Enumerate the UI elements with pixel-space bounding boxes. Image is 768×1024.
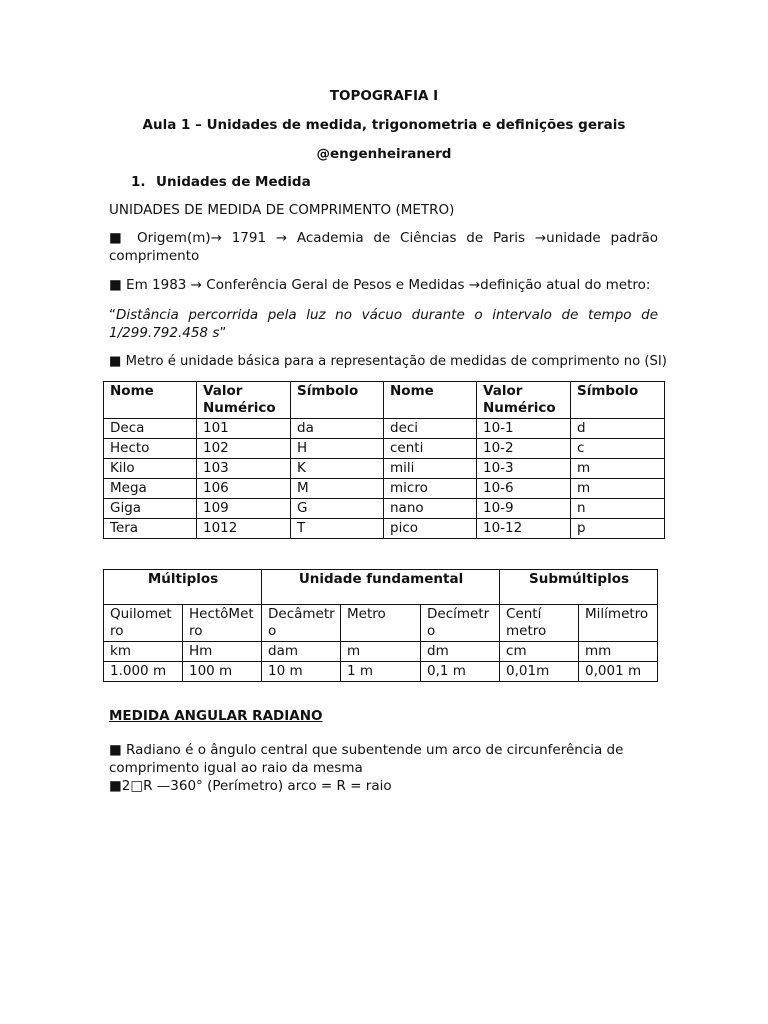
paragraph-1983: ■ Em 1983 → Conferência Geral de Pesos e Medidas →definição atual do metro: xyxy=(109,277,651,293)
table-cell: deci xyxy=(384,419,477,439)
table-cell: 0,1 m xyxy=(421,662,500,682)
table-cell: micro xyxy=(384,479,477,499)
section-title: Unidades de Medida xyxy=(156,174,311,190)
subheading-comprimento: UNIDADES DE MEDIDA DE COMPRIMENTO (METRO) xyxy=(109,202,455,218)
header-valor: Valor Numérico xyxy=(477,382,571,419)
paragraph-origem: ■ Origem(m)→ 1791 → Academia de Ciências de Paris →unidade padrão comprimento xyxy=(109,230,658,264)
table-cell: T xyxy=(291,519,384,539)
units-table xyxy=(103,569,658,682)
table-cell: Decâmetro xyxy=(262,605,341,642)
table-cell: m xyxy=(571,479,665,499)
table-cell: Metro xyxy=(341,605,421,642)
paragraph-metro-si: ■ Metro é unidade básica para a representação de medidas de comprimento no (SI) xyxy=(109,354,667,369)
table-row xyxy=(104,419,665,439)
quote-text: Distância percorrida pela luz no vácuo durante o intervalo de tempo de 1/299.792.458 s xyxy=(109,307,658,341)
table-cell: Deca xyxy=(104,419,197,439)
prefix-table xyxy=(103,381,665,539)
table-cell: 0,001 m xyxy=(579,662,658,682)
quote-open: “ xyxy=(109,307,116,323)
header-simbolo: Símbolo xyxy=(571,382,665,419)
doc-title: TOPOGRAFIA I xyxy=(329,88,439,104)
table-cell: 1012 xyxy=(197,519,291,539)
group-submultiplos: Submúltiplos xyxy=(500,570,658,605)
table-cell: 10-1 xyxy=(477,419,571,439)
table-cell: Giga xyxy=(104,499,197,519)
table-cell: 100 m xyxy=(183,662,262,682)
table-cell: Centí metro xyxy=(500,605,579,642)
table-cell: cm xyxy=(500,642,579,662)
header-nome: Nome xyxy=(104,382,197,419)
table-row xyxy=(104,662,658,682)
table-cell: M xyxy=(291,479,384,499)
table-cell: HectôMetro xyxy=(183,605,262,642)
table-cell: 1.000 m xyxy=(104,662,183,682)
table-cell: Mega xyxy=(104,479,197,499)
table-row xyxy=(104,605,658,642)
table-cell: 10-2 xyxy=(477,439,571,459)
table-cell: m xyxy=(341,642,421,662)
header-simbolo: Símbolo xyxy=(291,382,384,419)
paragraph-perimetro: ■2□R —360° (Perímetro) arco = R = raio xyxy=(109,778,392,794)
section-heading-radiano: MEDIDA ANGULAR RADIANO xyxy=(109,708,323,724)
table-cell: Milímetro xyxy=(579,605,658,642)
table-cell: d xyxy=(571,419,665,439)
table-row xyxy=(104,499,665,519)
table-cell: 1 m xyxy=(341,662,421,682)
quote-definicao xyxy=(109,306,658,342)
table-cell: Tera xyxy=(104,519,197,539)
table-cell: da xyxy=(291,419,384,439)
table-cell: Quilometro xyxy=(104,605,183,642)
table-cell: km xyxy=(104,642,183,662)
header-nome: Nome xyxy=(384,382,477,419)
table-cell: m xyxy=(571,459,665,479)
table-row xyxy=(104,479,665,499)
group-header-row xyxy=(104,570,658,605)
table-cell: 103 xyxy=(197,459,291,479)
table-cell: p xyxy=(571,519,665,539)
quote-close: ” xyxy=(219,325,227,341)
group-multiplos: Múltiplos xyxy=(104,570,262,605)
table-cell: c xyxy=(571,439,665,459)
table-cell: 106 xyxy=(197,479,291,499)
table-cell: dm xyxy=(421,642,500,662)
table-cell: 102 xyxy=(197,439,291,459)
section-number: 1. xyxy=(131,174,146,190)
table-cell: centi xyxy=(384,439,477,459)
table-cell: K xyxy=(291,459,384,479)
doc-subtitle: Aula 1 – Unidades de medida, trigonometria e definições gerais xyxy=(142,117,626,133)
table-cell: 0,01m xyxy=(500,662,579,682)
table-row xyxy=(104,439,665,459)
table-cell: G xyxy=(291,499,384,519)
table-cell: dam xyxy=(262,642,341,662)
table-cell: 10-3 xyxy=(477,459,571,479)
section-heading-unidades xyxy=(131,173,311,191)
table-cell: Kilo xyxy=(104,459,197,479)
table-cell: 109 xyxy=(197,499,291,519)
table-cell: Decímetro xyxy=(421,605,500,642)
table-cell: 10-9 xyxy=(477,499,571,519)
table-cell: n xyxy=(571,499,665,519)
paragraph-radiano: ■ Radiano é o ângulo central que subentende um arco de circunferência de comprimento igual ao raio da mesma xyxy=(109,742,624,776)
table-header-row xyxy=(104,382,665,419)
table-row xyxy=(104,642,658,662)
table-cell: 10 m xyxy=(262,662,341,682)
header-valor: Valor Numérico xyxy=(197,382,291,419)
table-cell: 10-6 xyxy=(477,479,571,499)
author-handle: @engenheiranerd xyxy=(316,146,452,162)
table-cell: mili xyxy=(384,459,477,479)
table-cell: nano xyxy=(384,499,477,519)
table-cell: 10-12 xyxy=(477,519,571,539)
table-cell: H xyxy=(291,439,384,459)
table-cell: 101 xyxy=(197,419,291,439)
table-row xyxy=(104,519,665,539)
table-cell: pico xyxy=(384,519,477,539)
table-cell: mm xyxy=(579,642,658,662)
table-row xyxy=(104,459,665,479)
table-cell: Hecto xyxy=(104,439,197,459)
group-unidade-fundamental: Unidade fundamental xyxy=(262,570,500,605)
table-cell: Hm xyxy=(183,642,262,662)
